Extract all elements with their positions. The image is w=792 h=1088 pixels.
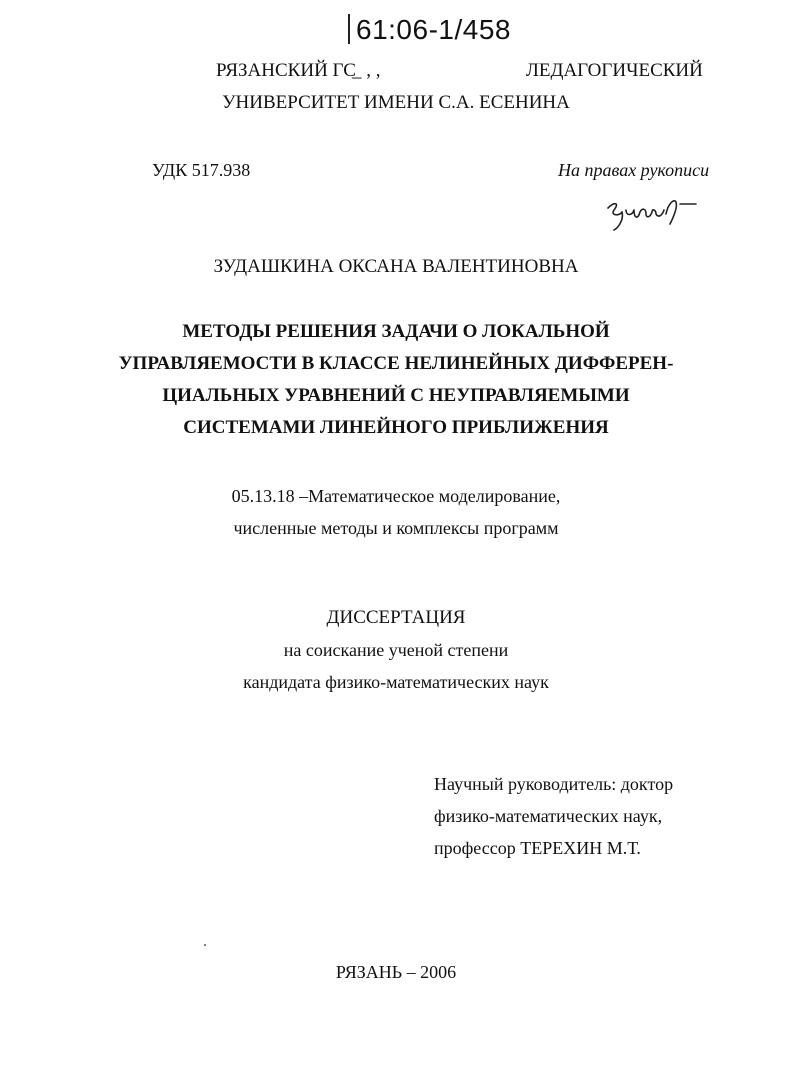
- udk-code: УДК 517.938: [152, 160, 251, 180]
- title-line: МЕТОДЫ РЕШЕНИЯ ЗАДАЧИ О ЛОКАЛЬНОЙ: [182, 321, 610, 342]
- work-kind: ДИССЕРТАЦИЯ: [326, 607, 466, 628]
- work-purpose: на соискание ученой степени: [283, 640, 509, 660]
- rights-note: На правах рукописи: [558, 160, 710, 180]
- title-line: УПРАВЛЯЕМОСТИ В КЛАССЕ НЕЛИНЕЙНЫХ ДИФФЕРЕН-: [118, 353, 674, 374]
- city-year: РЯЗАНЬ – 2006: [335, 962, 457, 982]
- scientific-advisor: [434, 768, 673, 864]
- stamp-margin-mark: [348, 14, 350, 44]
- specialty: [0, 480, 792, 544]
- institution-line2: УНИВЕРСИТЕТ ИМЕНИ С.А. ЕСЕНИНА: [222, 92, 570, 113]
- specialty-line: численные методы и комплексы программ: [233, 518, 559, 538]
- author-name: ЗУДАШКИНА ОКСАНА ВАЛЕНТИНОВНА: [213, 256, 579, 277]
- degree-name: кандидата физико-математических наук: [243, 672, 549, 692]
- institution-line1-left: РЯЗАНСКИЙ ГС: [216, 60, 356, 81]
- institution-line1-gap: _ , ,: [352, 60, 381, 81]
- title-line: ЦИАЛЬНЫХ УРАВНЕНИЙ С НЕУПРАВЛЯЕМЫМИ: [162, 385, 630, 406]
- scan-speck: [204, 944, 206, 946]
- dissertation-title: [0, 316, 792, 444]
- title-line: СИСТЕМАМИ ЛИНЕЙНОГО ПРИБЛИЖЕНИЯ: [183, 417, 609, 438]
- advisor-line: профессор ТЕРЕХИН М.Т.: [434, 838, 641, 858]
- advisor-line: физико-математических наук,: [434, 806, 663, 826]
- archive-stamp: 61:06-1/458: [356, 14, 511, 45]
- advisor-line: Научный руководитель: доктор: [434, 774, 674, 794]
- handwritten-signature-icon: [600, 190, 710, 234]
- specialty-line: 05.13.18 –Математическое моделирование,: [231, 486, 561, 506]
- institution-line1-right: ЛЕДАГОГИЧЕСКИЙ: [526, 60, 703, 81]
